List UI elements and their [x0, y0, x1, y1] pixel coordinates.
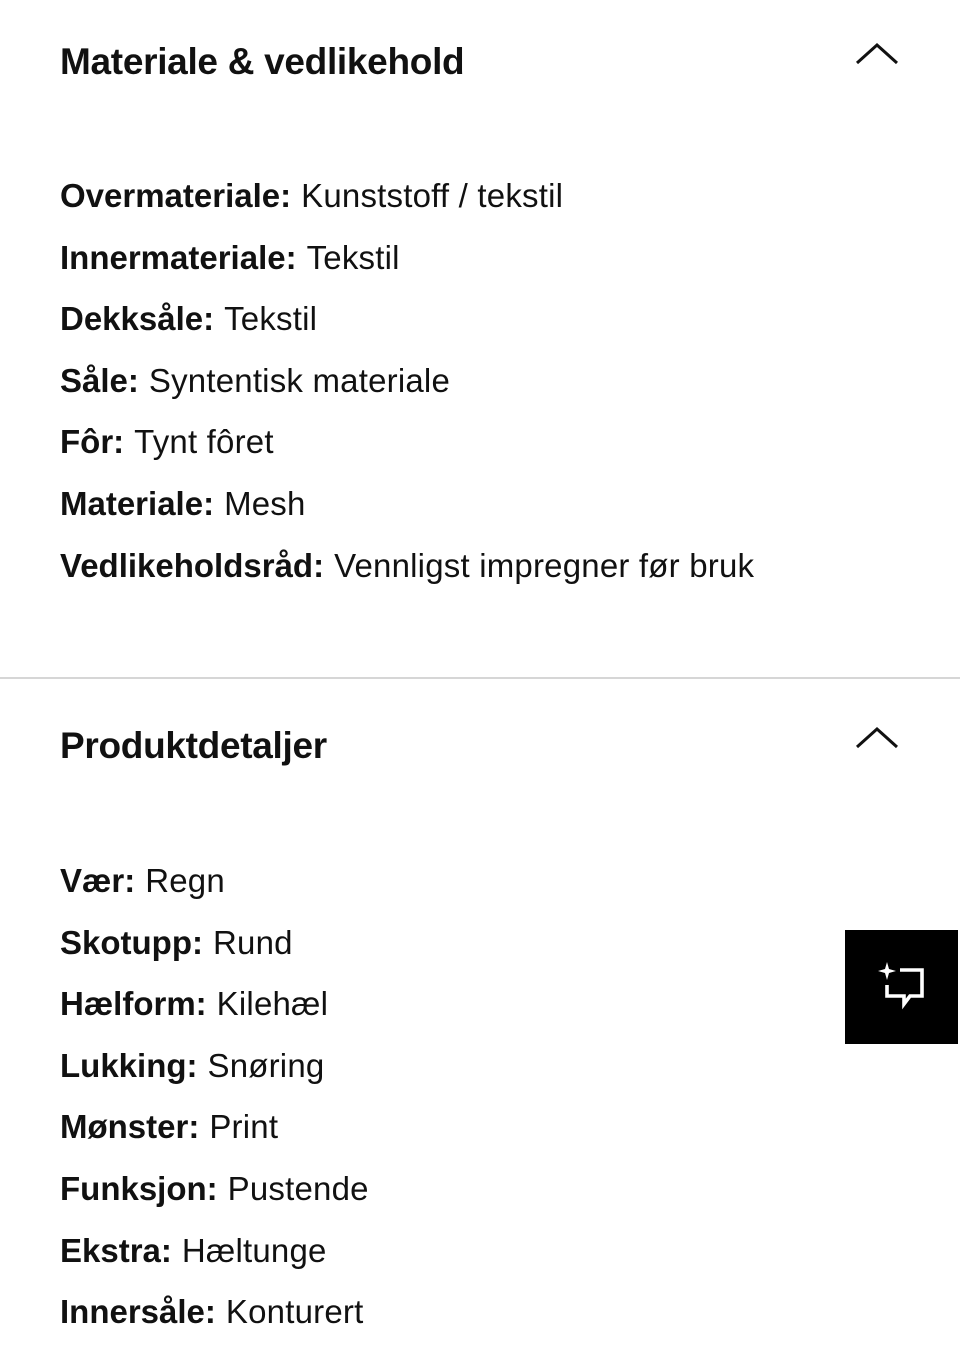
product-details-section — [0, 679, 960, 1357]
attribute-label: Fôr: — [60, 423, 125, 461]
attribute-label: Lukking: — [60, 1046, 198, 1084]
list-item — [60, 1165, 369, 1227]
chevron-up-icon[interactable] — [855, 42, 899, 66]
list-item — [60, 1042, 369, 1104]
attribute-label: Ekstra: — [60, 1231, 172, 1269]
list-item — [60, 172, 754, 234]
attribute-label: Vær: — [60, 862, 136, 899]
attribute-value: Syntentisk materiale — [148, 361, 451, 399]
list-item — [60, 919, 369, 981]
list-item — [60, 1227, 369, 1289]
attribute-value: Hæltunge — [181, 1231, 327, 1269]
list-item — [60, 1103, 369, 1165]
attribute-value: Vennligst impregner før bruk — [334, 546, 755, 584]
attribute-label: Dekksåle: — [60, 300, 215, 338]
attribute-label: Vedlikeholdsråd: — [60, 546, 325, 584]
attribute-value: Tynt fôret — [134, 423, 274, 461]
list-item — [60, 542, 754, 604]
attribute-value: Snøring — [207, 1046, 325, 1084]
chevron-up-icon[interactable] — [855, 726, 899, 750]
attribute-label: Såle: — [60, 361, 139, 399]
attribute-value: Pustende — [227, 1169, 369, 1207]
attribute-label: Innersåle: — [60, 1293, 216, 1331]
list-item — [60, 234, 754, 296]
attribute-value: Kilehæl — [216, 985, 329, 1023]
list-item — [60, 418, 754, 480]
list-item — [60, 980, 369, 1042]
list-item — [60, 480, 754, 542]
material-care-header[interactable] — [60, 28, 960, 98]
list-item — [60, 357, 754, 419]
product-details-title: Produktdetaljer — [60, 725, 327, 766]
attribute-label: Funksjon: — [60, 1169, 218, 1207]
attribute-value: Rund — [212, 923, 293, 961]
material-care-section — [0, 0, 960, 677]
attribute-label: Overmateriale: — [60, 177, 292, 214]
material-care-title: Materiale & vedlikehold — [60, 41, 465, 82]
attribute-label: Hælform: — [60, 985, 207, 1023]
product-details-list — [60, 857, 369, 1350]
attribute-value: Print — [209, 1108, 279, 1146]
feedback-button[interactable] — [845, 930, 958, 1044]
attribute-label: Materiale: — [60, 484, 215, 522]
attribute-value: Kunststoff / tekstil — [301, 177, 564, 214]
attribute-value: Konturert — [225, 1293, 364, 1331]
product-details-header[interactable] — [60, 712, 960, 782]
list-item — [60, 857, 369, 919]
attribute-label: Skotupp: — [60, 923, 203, 961]
attribute-value: Regn — [145, 862, 225, 899]
attribute-label: Innermateriale: — [60, 238, 297, 276]
attribute-value: Tekstil — [224, 300, 318, 338]
attribute-value: Mesh — [224, 484, 306, 522]
material-care-list — [60, 172, 754, 603]
list-item — [60, 1288, 369, 1350]
attribute-value: Tekstil — [306, 238, 400, 276]
sparkle-feedback-icon — [874, 959, 930, 1015]
list-item — [60, 295, 754, 357]
attribute-label: Mønster: — [60, 1108, 200, 1146]
